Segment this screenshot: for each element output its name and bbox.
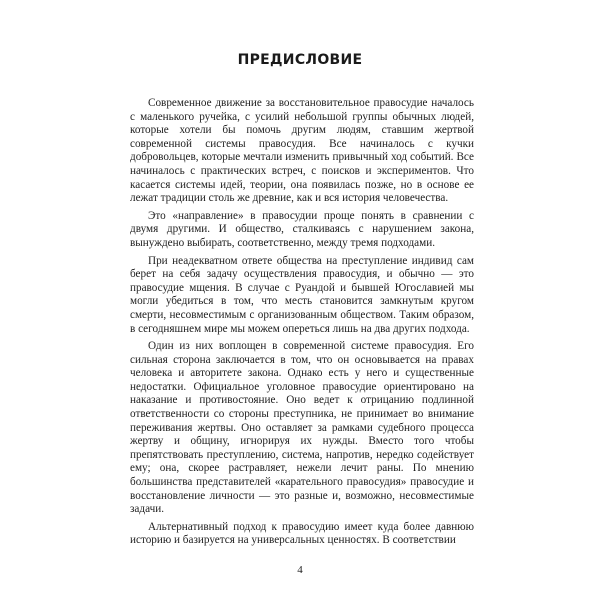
paragraph-1: Современное движение за восстановительное правосудие началось с маленького ручейка, с усилий небольшой группы обычных людей, которые хотели бы помочь другим людям, ставшим жертвой современной системы правосудия. Все начиналось с кучки добровольцев, которые мечтали изменить привычный ход событий. Все начиналось с практических встреч, с поисков и экспериментов. Что касается системы идей, теории, она появилась позже, но в основе ее лежат традиции столь же древние, как и вся история человечества. [130,97,474,205]
paragraph-3: При неадекватном ответе общества на преступление индивид сам берет на себя задачу осуществления правосудия, и обычно — это правосудие мщения. В случае с Руандой и бывшей Югославией мы могли убедиться в том, что месть становится замкнутым кругом смерти, несовместимым с организованным обществом. Таким образом, в сегодняшнем мире мы можем опереться лишь на два других подхода. [130,254,474,335]
paragraph-2: Это «направление» в правосудии проще понять в сравнении с двумя другими. И общество, сталкиваясь с нарушением закона, вынуждено выбирать, соответственно, между тремя подходами. [130,209,474,249]
page-title: ПРЕДИСЛОВИЕ [237,52,363,68]
page-number: 4 [297,564,303,576]
body-text [130,97,474,552]
paragraph-4: Один из них воплощен в современной системе правосудия. Его сильная сторона заключается в том, что он основывается на правах человека и авторитете закона. Однако есть у него и существенные недостатки. Официальное уголовное правосудие ориентировано на наказание и противостояние. Оно ведет к отрицанию подлинной ответственности со стороны преступника, не принимает во внимание переживания жертвы. Оно оставляет за рамками судебного процесса жертву и общину, игнорируя их нужды. Вместо того чтобы препятствовать преступлению, система, напротив, нередко содействует ему; она, скорее растравляет, нежели лечит раны. По мнению большинства представителей «карательного правосудия» правосудие и восстановление личности — это разные и, возможно, несовместимые задачи. [130,340,474,516]
paragraph-5: Альтернативный подход к правосудию имеет куда более давнюю историю и базируется на универсальных ценностях. В соответствии [130,520,474,547]
